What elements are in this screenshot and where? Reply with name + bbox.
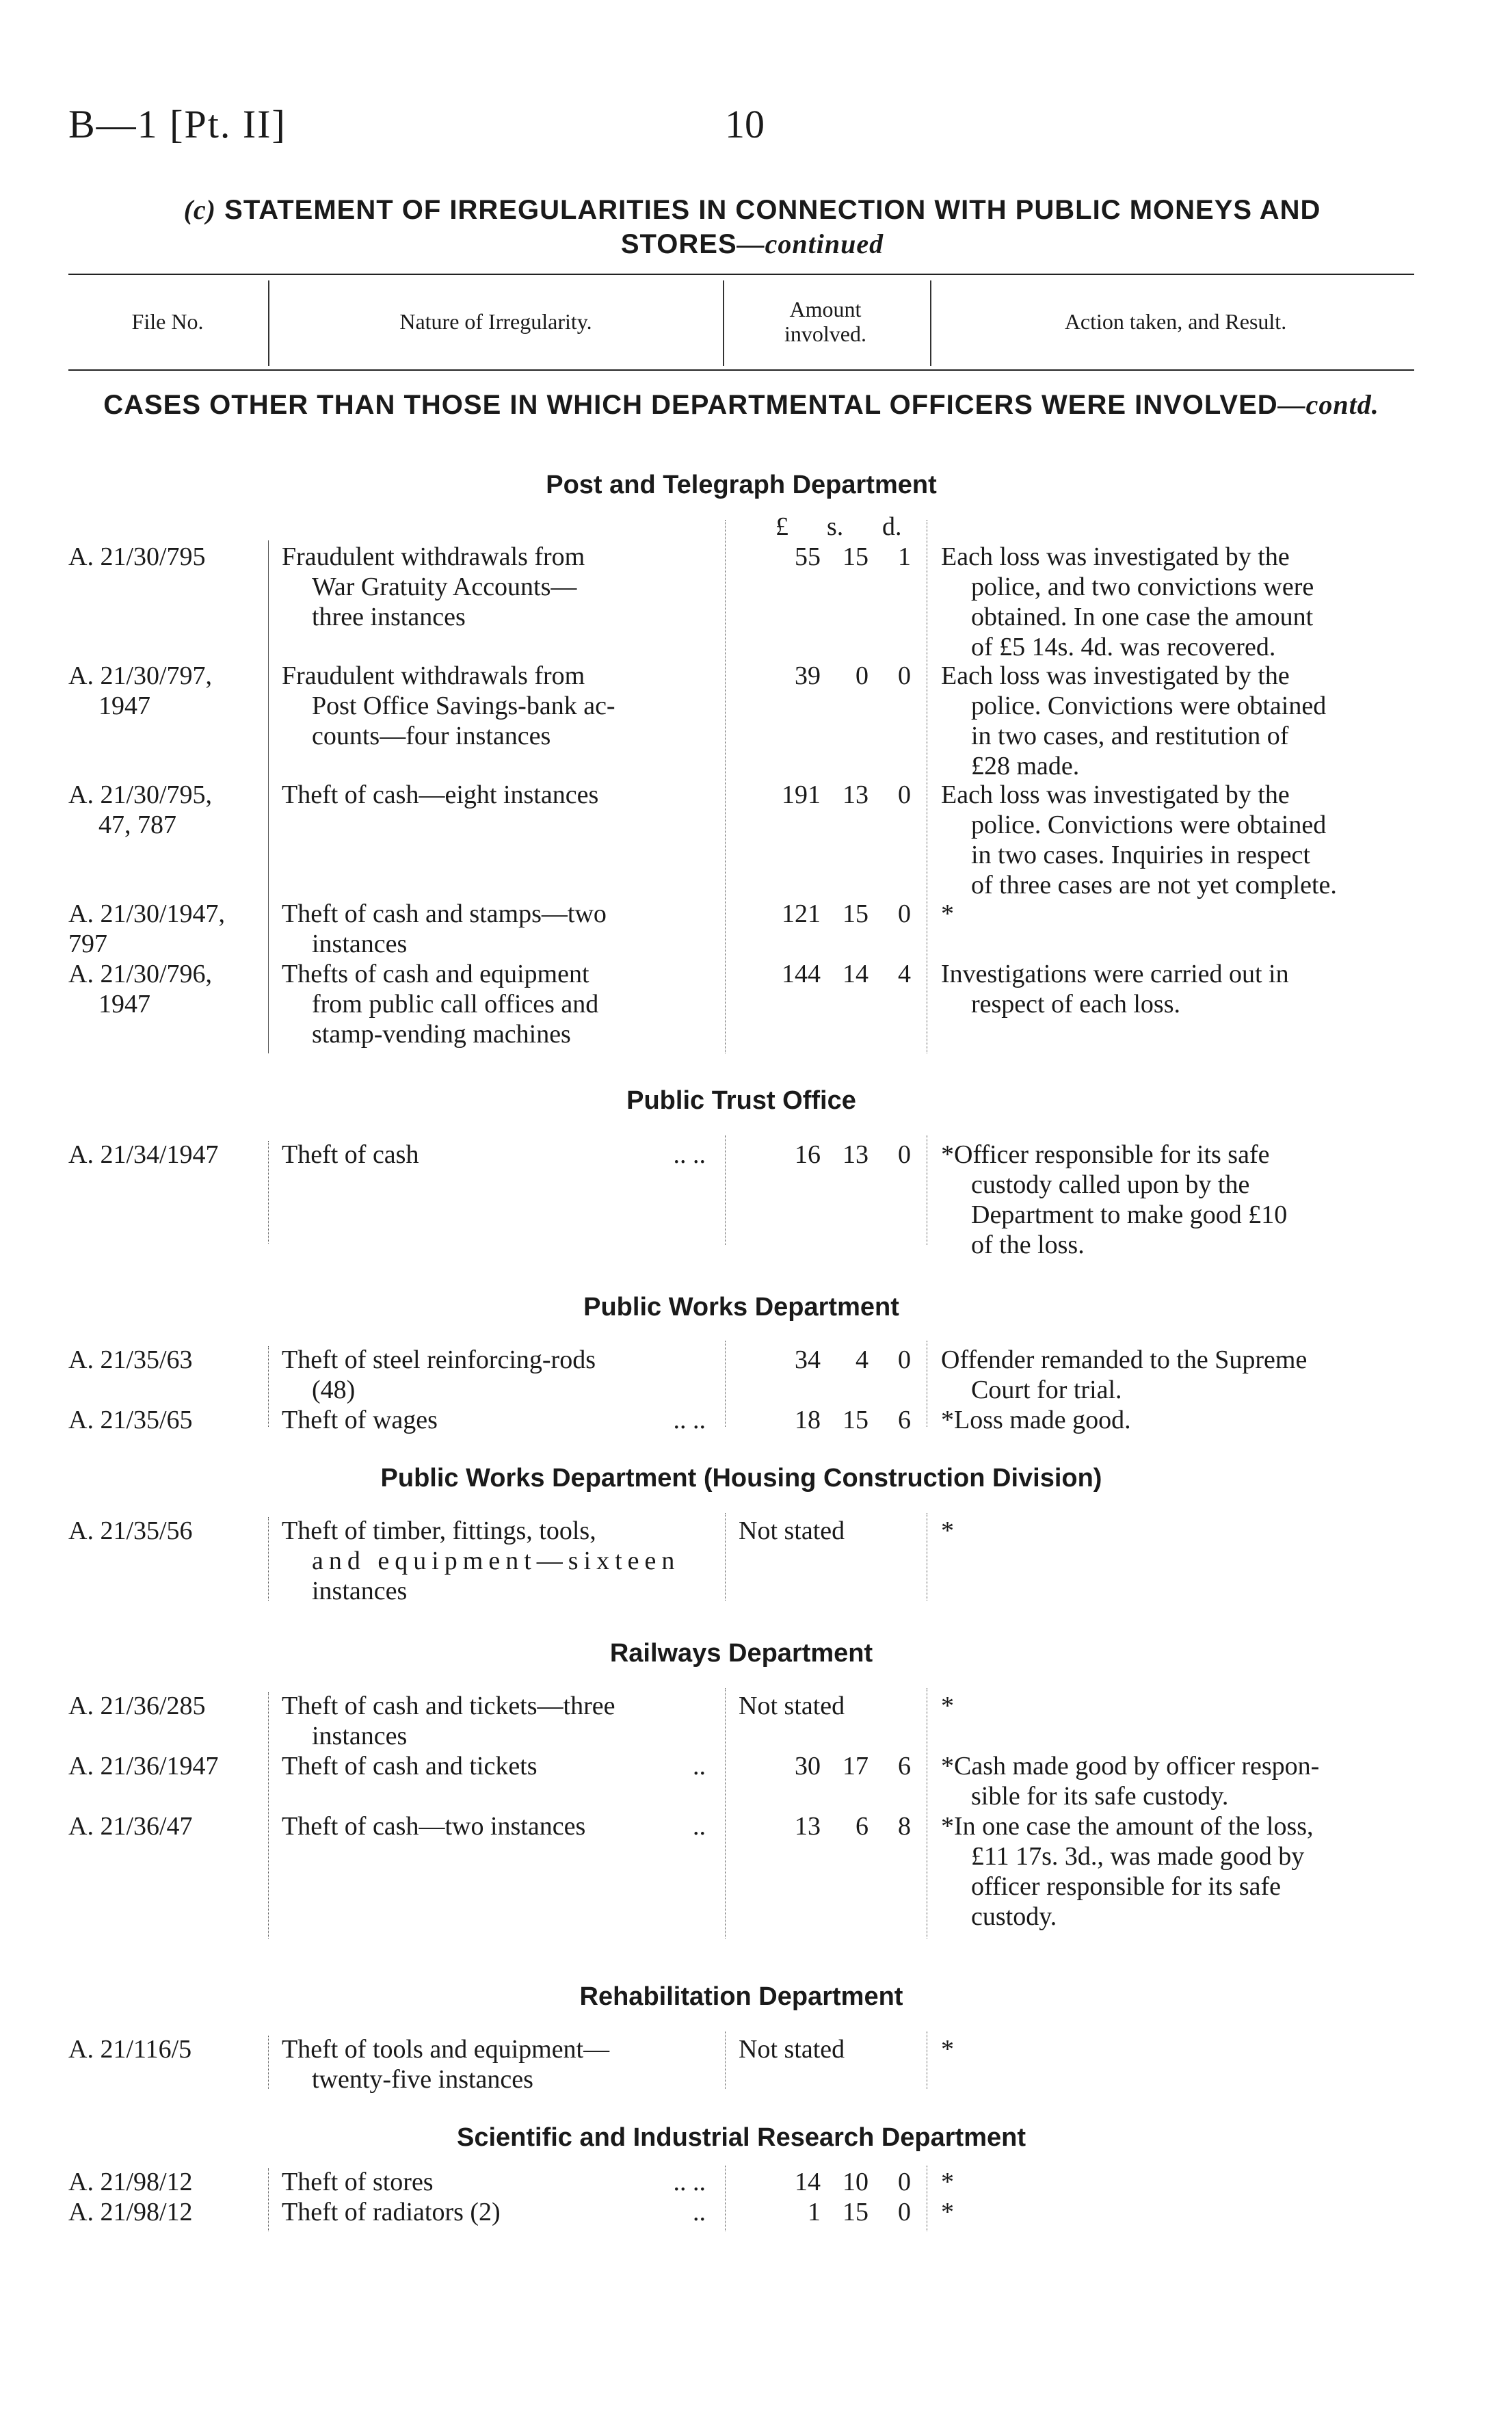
file-number [68, 2167, 274, 2197]
file-number [68, 1751, 274, 1781]
action-line: * [941, 2198, 954, 2226]
nature-line: (48) [312, 1376, 356, 1404]
nature-line: stamp-vending machines [312, 1020, 571, 1049]
nature-line: Fraudulent withdrawals from [282, 542, 585, 571]
nature-line: Post Office Savings-bank ac- [312, 692, 615, 720]
action-result [941, 899, 1414, 929]
column-header-file: File No. [131, 309, 204, 334]
amount-shillings: 6 [856, 1812, 868, 1841]
column-divider [725, 520, 726, 1053]
amount-pence: 0 [898, 2168, 911, 2196]
shillings-label: s. [827, 512, 844, 541]
action-line: officer responsible for its safe [971, 1872, 1282, 1901]
statement-title-line1: STATEMENT OF IRREGULARITIES IN CONNECTION WITH PUBLIC MONEYS AND [224, 195, 1321, 225]
action-line: Each loss was investigated by the [941, 780, 1290, 809]
amount-shillings: 0 [856, 661, 868, 690]
file-number [68, 1140, 274, 1170]
column-divider [725, 1135, 726, 1245]
file-number [68, 899, 274, 959]
nature-line: three instances [312, 603, 466, 631]
nature-line: War Gratuity Accounts— [312, 573, 577, 601]
nature-line: Theft of cash—two instances [282, 1812, 586, 1841]
action-line: *Officer responsible for its safe [941, 1140, 1270, 1169]
nature-line: instances [312, 930, 408, 958]
action-result [941, 959, 1414, 1019]
amount-shillings: 10 [843, 2168, 868, 2196]
irregularity-nature [282, 1140, 706, 1170]
action-line: police, and two convictions were [971, 573, 1314, 601]
nature-line: Theft of wages [282, 1406, 438, 1434]
file-number-line: A. 21/30/795 [68, 542, 206, 571]
nature-line: Theft of cash and tickets—three [282, 1692, 615, 1720]
amount-pence: 0 [898, 899, 911, 928]
amount-pence: 6 [898, 1406, 911, 1434]
file-number-line: A. 21/30/795, [68, 780, 213, 809]
nature-line: counts—four instances [312, 722, 551, 750]
irregularity-nature [282, 1751, 706, 1781]
irregularity-nature [282, 959, 706, 1049]
action-line: *Cash made good by officer respon- [941, 1752, 1320, 1780]
amount-pounds: 39 [795, 661, 821, 690]
statement-title [82, 193, 1422, 261]
file-number-line: 1947 [98, 990, 150, 1019]
amount-shillings: 14 [843, 960, 868, 988]
action-line: * [941, 1692, 954, 1720]
irregularity-nature [282, 661, 706, 751]
amount-pence: 8 [898, 1812, 911, 1841]
action-result [941, 1405, 1414, 1435]
action-line: Each loss was investigated by the [941, 542, 1290, 571]
amount-shillings: 15 [843, 542, 868, 571]
amount-shillings: 17 [843, 1752, 868, 1780]
action-line: in two cases, and restitution of [971, 722, 1289, 750]
pence-label: d. [882, 512, 902, 541]
irregularity-nature [282, 2197, 706, 2227]
section-heading [68, 389, 1414, 421]
nature-line: twenty-five instances [312, 2065, 533, 2094]
header-bottom-rule [68, 369, 1414, 371]
action-line: sible for its safe custody. [971, 1782, 1229, 1811]
nature-line: Thefts of cash and equipment [282, 960, 589, 988]
irregularity-nature [282, 1516, 706, 1606]
action-line: *In one case the amount of the loss, [941, 1812, 1314, 1841]
nature-line: instances [312, 1577, 408, 1605]
amount-pence: 0 [898, 1345, 911, 1374]
action-result [941, 2197, 1414, 2227]
column-header-amount-line2: involved. [784, 321, 866, 346]
file-number-line: A. 21/30/797, [68, 661, 213, 690]
action-line: of three cases are not yet complete. [971, 871, 1337, 899]
column-divider [725, 1513, 726, 1601]
irregularity-nature [282, 1691, 706, 1751]
amount-shillings: 4 [856, 1345, 868, 1374]
action-line: *Loss made good. [941, 1406, 1131, 1434]
action-line: custody called upon by the [971, 1170, 1250, 1199]
column-header-nature: Nature of Irregularity. [399, 309, 592, 334]
amount-pounds: 16 [795, 1140, 821, 1169]
action-line: Department to make good £10 [971, 1200, 1288, 1229]
amount-pence: 0 [898, 780, 911, 809]
action-line: * [941, 899, 954, 928]
amount-pounds: 34 [795, 1345, 821, 1374]
action-line: Court for trial. [971, 1376, 1122, 1404]
action-line: Offender remanded to the Supreme [941, 1345, 1308, 1374]
file-number [68, 959, 274, 1019]
action-result [941, 2167, 1414, 2197]
file-number-line: A. 21/98/12 [68, 2168, 193, 2196]
file-number [68, 542, 274, 572]
nature-line: Theft of radiators (2) [282, 2198, 501, 2226]
action-result [941, 1345, 1414, 1405]
column-header-amount-line1: Amount [789, 297, 862, 321]
amount-pence: 6 [898, 1752, 911, 1780]
column-divider [268, 280, 269, 366]
amount-pence: 4 [898, 960, 911, 988]
amount-shillings: 13 [843, 780, 868, 809]
department-heading: Public Trust Office [626, 1086, 856, 1115]
column-divider [725, 1688, 726, 1939]
department-heading: Railways Department [609, 1639, 873, 1668]
amount-pounds: 30 [795, 1752, 821, 1780]
nature-line: Fraudulent withdrawals from [282, 661, 585, 690]
action-line: * [941, 2035, 954, 2064]
file-number-line: A. 21/36/285 [68, 1692, 206, 1720]
leader-dots: .. [693, 2198, 706, 2226]
file-number [68, 1811, 274, 1841]
page-number: 10 [725, 102, 765, 146]
action-result [941, 1140, 1414, 1260]
department-heading: Rehabilitation Department [579, 1982, 903, 2011]
statement-title-suffix: —continued [737, 228, 884, 259]
leader-dots: .. .. [673, 1406, 706, 1434]
nature-line: Theft of cash and tickets [282, 1752, 538, 1780]
nature-line: and equipment—sixteen [312, 1547, 680, 1575]
action-line: of the loss. [971, 1231, 1085, 1259]
action-result [941, 661, 1414, 781]
department-heading: Post and Telegraph Department [546, 471, 937, 499]
amount-pounds: 144 [782, 960, 821, 988]
irregularity-nature [282, 1811, 706, 1841]
leader-dots: .. [693, 1812, 706, 1841]
file-number-line: A. 21/35/63 [68, 1345, 193, 1374]
irregularity-nature [282, 780, 706, 810]
amount-pounds: 13 [795, 1812, 821, 1841]
department-heading: Public Works Department (Housing Construction Division) [380, 1464, 1102, 1493]
column-divider [725, 2166, 726, 2231]
file-number-line: A. 21/36/1947 [68, 1752, 219, 1780]
nature-line: Theft of cash—eight instances [282, 780, 599, 809]
nature-line: Theft of cash [282, 1140, 419, 1169]
amount-pence: 0 [898, 2198, 911, 2226]
amount-not-stated: Not stated [739, 2035, 845, 2064]
pounds-symbol: £ [775, 512, 788, 541]
nature-line: Theft of tools and equipment— [282, 2035, 610, 2064]
file-number-line: A. 21/98/12 [68, 2198, 193, 2226]
action-line: respect of each loss. [971, 990, 1180, 1019]
nature-line: Theft of timber, fittings, tools, [282, 1516, 596, 1545]
action-line: police. Convictions were obtained [971, 692, 1327, 720]
action-result [941, 1751, 1414, 1811]
column-header-amount [726, 284, 925, 359]
amount-pence: 0 [898, 1140, 911, 1169]
file-number [68, 780, 274, 840]
amount-not-stated: Not stated [739, 1516, 845, 1545]
document-reference: B—1 [Pt. II] [68, 102, 287, 146]
column-divider [725, 1341, 726, 1427]
action-line: Each loss was investigated by the [941, 661, 1290, 690]
file-number [68, 1516, 274, 1546]
file-number [68, 2197, 274, 2227]
amount-pounds: 18 [795, 1406, 821, 1434]
amount-shillings: 15 [843, 899, 868, 928]
nature-line: Theft of steel reinforcing-rods [282, 1345, 596, 1374]
action-line: £11 17s. 3d., was made good by [971, 1842, 1305, 1871]
irregularity-nature [282, 2034, 706, 2094]
amount-pounds: 14 [795, 2168, 821, 2196]
file-number-line: A. 21/30/1947, [68, 899, 226, 928]
department-heading: Public Works Department [583, 1293, 899, 1322]
statement-prefix: (c) [183, 194, 217, 225]
irregularity-nature [282, 899, 706, 959]
action-line: Investigations were carried out in [941, 960, 1289, 988]
amount-pounds: 121 [782, 899, 821, 928]
file-number-line: 797 [68, 930, 107, 958]
file-number [68, 1345, 274, 1375]
irregularity-nature [282, 1405, 706, 1435]
file-number-line: A. 21/35/65 [68, 1406, 193, 1434]
action-line: police. Convictions were obtained [971, 811, 1327, 839]
action-result [941, 1516, 1414, 1546]
amount-shillings: 15 [843, 1406, 868, 1434]
department-heading: Scientific and Industrial Research Department [456, 2123, 1026, 2152]
amount-not-stated: Not stated [739, 1692, 845, 1720]
nature-line: Theft of stores [282, 2168, 434, 2196]
action-line: obtained. In one case the amount [971, 603, 1314, 631]
action-result [941, 1811, 1414, 1932]
column-divider [930, 280, 931, 366]
file-number-line: A. 21/35/56 [68, 1516, 193, 1545]
irregularity-nature [282, 1345, 706, 1405]
leader-dots: .. .. [673, 1140, 706, 1169]
section-heading-suffix: —contd. [1277, 389, 1379, 420]
amount-pounds: 55 [795, 542, 821, 571]
file-number [68, 661, 274, 721]
action-line: custody. [971, 1902, 1057, 1931]
action-result [941, 542, 1414, 662]
header-top-rule [68, 274, 1414, 275]
nature-line: Theft of cash and stamps—two [282, 899, 607, 928]
amount-shillings: 13 [843, 1140, 868, 1169]
file-number [68, 1691, 274, 1721]
irregularity-nature [282, 542, 706, 632]
file-number-line: 1947 [98, 692, 150, 720]
section-heading-text: CASES OTHER THAN THOSE IN WHICH DEPARTMENTAL OFFICERS WERE INVOLVED [103, 390, 1278, 420]
action-result [941, 2034, 1414, 2064]
amount-pence: 0 [898, 661, 911, 690]
amount-pence: 1 [898, 542, 911, 571]
nature-line: from public call offices and [312, 990, 599, 1019]
action-line: * [941, 1516, 954, 1545]
leader-dots: .. .. [673, 2168, 706, 2196]
action-line: in two cases. Inquiries in respect [971, 841, 1310, 869]
amount-shillings: 15 [843, 2198, 868, 2226]
file-number-line: A. 21/36/47 [68, 1812, 193, 1841]
file-number-line: A. 21/116/5 [68, 2035, 192, 2064]
action-result [941, 1691, 1414, 1721]
column-divider [723, 280, 724, 366]
leader-dots: .. [693, 1752, 706, 1780]
action-result [941, 780, 1414, 900]
file-number-line: A. 21/30/796, [68, 960, 213, 988]
file-number [68, 1405, 274, 1435]
amount-pounds: 191 [782, 780, 821, 809]
column-header-action: Action taken, and Result. [1064, 309, 1287, 334]
action-line: £28 made. [971, 752, 1080, 780]
nature-line: instances [312, 1722, 408, 1750]
file-number-line: 47, 787 [98, 811, 176, 839]
action-line: * [941, 2168, 954, 2196]
file-number-line: A. 21/34/1947 [68, 1140, 219, 1169]
statement-title-line2: STORES [620, 229, 737, 259]
file-number [68, 2034, 274, 2064]
action-line: of £5 14s. 4d. was recovered. [971, 633, 1276, 661]
irregularity-nature [282, 2167, 706, 2197]
amount-pounds: 1 [808, 2198, 821, 2226]
column-divider [725, 2032, 726, 2089]
